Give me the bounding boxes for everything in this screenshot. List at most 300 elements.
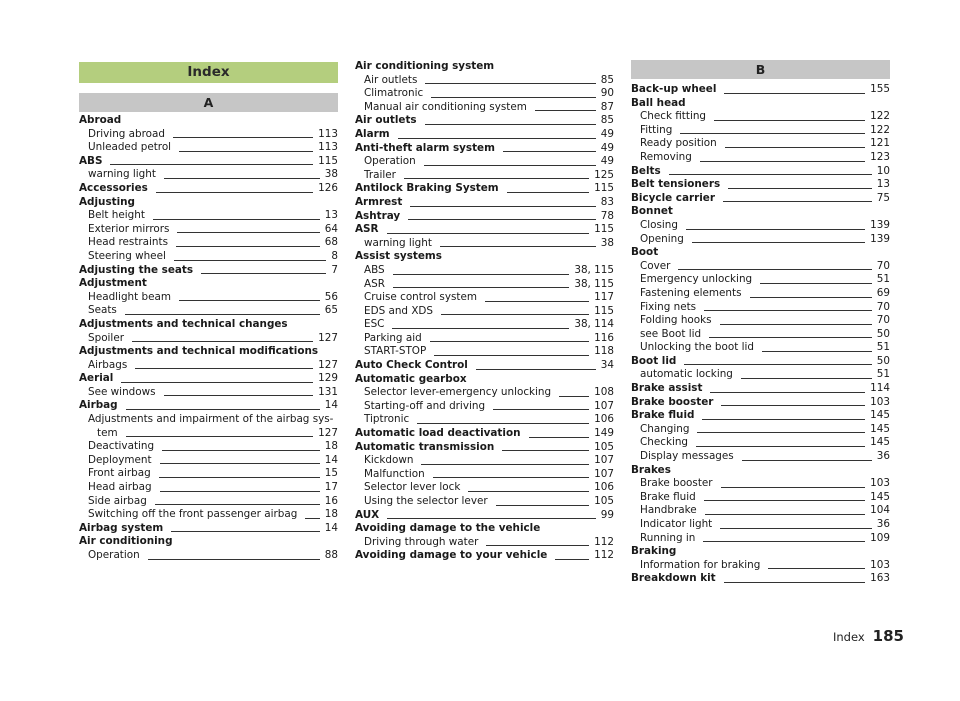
entry-page: 105 <box>594 495 614 507</box>
index-entry <box>355 264 614 278</box>
index-entry <box>631 273 890 287</box>
leader-line <box>441 314 589 315</box>
leader-line <box>160 463 320 464</box>
index-entry <box>631 260 890 274</box>
leader-line <box>684 364 871 365</box>
entry-label: EDS and XDS <box>364 304 434 317</box>
leader-line <box>709 337 872 338</box>
entry-page: 87 <box>600 100 614 113</box>
entry-page: 131 <box>318 385 338 398</box>
entry-label: Side airbag <box>88 494 147 507</box>
entry-page: 121 <box>870 137 890 150</box>
entry-page: 127 <box>318 331 338 344</box>
entry-page: 36 <box>876 450 890 463</box>
entry-page: 139 <box>870 218 890 231</box>
leader-line <box>171 531 320 532</box>
index-entry <box>355 413 614 427</box>
entry-page: 88 <box>324 549 338 561</box>
index-entry <box>79 522 338 536</box>
entry-page: 155 <box>870 83 890 95</box>
index-entry <box>355 250 614 264</box>
index-entry <box>631 477 890 491</box>
entry-label: Bicycle carrier <box>631 191 715 204</box>
index-entry <box>355 291 614 305</box>
index-entry <box>79 427 338 441</box>
index-entry <box>79 454 338 468</box>
entry-label: Belts <box>631 164 661 177</box>
index-entry <box>355 481 614 495</box>
leader-line <box>704 310 872 311</box>
leader-line <box>496 505 590 506</box>
entry-label: AUX <box>355 508 380 521</box>
leader-line <box>486 545 589 546</box>
index-entry <box>631 572 890 586</box>
index-entry <box>631 246 890 260</box>
entry-page: 109 <box>870 531 890 544</box>
leader-line <box>156 192 313 193</box>
index-entry <box>355 114 614 128</box>
leader-line <box>153 219 320 220</box>
entry-label: Trailer <box>364 168 396 181</box>
entry-label: Adjustments and impairment of the airbag sys- <box>88 413 334 426</box>
footer-label: Index <box>833 630 865 644</box>
index-entry <box>631 450 890 464</box>
index-entry <box>631 491 890 505</box>
entry-label: Checking <box>640 436 689 449</box>
entry-page: 125 <box>594 168 614 181</box>
entry-label: Assist systems <box>355 250 442 263</box>
index-entry <box>355 522 614 536</box>
entry-label: ESC <box>364 318 385 331</box>
index-entry <box>631 219 890 233</box>
entry-label: Exterior mirrors <box>88 222 170 235</box>
entry-page: 68 <box>324 236 338 249</box>
leader-line <box>728 188 872 189</box>
leader-line <box>669 174 872 175</box>
entry-label: Brake fluid <box>640 490 696 503</box>
entry-page: 115 <box>594 182 614 195</box>
entry-page: 115 <box>318 154 338 167</box>
index-entry <box>631 409 890 423</box>
entry-page: 69 <box>876 286 890 299</box>
leader-line <box>692 242 865 243</box>
entry-label: Boot <box>631 246 659 259</box>
leader-line <box>714 120 865 121</box>
entry-page: 145 <box>870 409 890 422</box>
entry-page: 112 <box>594 549 614 562</box>
leader-line <box>408 219 596 220</box>
index-entry <box>355 169 614 183</box>
leader-line <box>720 528 872 529</box>
entry-page: 70 <box>876 259 890 272</box>
leader-line <box>678 269 871 270</box>
leader-line <box>387 518 596 519</box>
entry-label: see Boot lid <box>640 327 702 340</box>
leader-line <box>702 419 865 420</box>
index-entry <box>355 359 614 373</box>
leader-line <box>725 147 865 148</box>
entry-page: 15 <box>324 467 338 480</box>
index-entry <box>355 74 614 88</box>
entry-label: tem <box>97 426 118 439</box>
entry-page: 145 <box>870 422 890 435</box>
entry-label: Brakes <box>631 463 671 476</box>
entry-label: Selector lever lock <box>364 481 461 494</box>
leader-line <box>164 178 320 179</box>
leader-line <box>507 192 590 193</box>
index-entry <box>631 532 890 546</box>
index-entry <box>631 423 890 437</box>
index-entry <box>355 182 614 196</box>
leader-line <box>404 178 589 179</box>
entry-page: 115 <box>594 223 614 236</box>
entry-page: 38, 115 <box>574 263 614 276</box>
leader-line <box>502 450 589 451</box>
leader-line <box>125 314 320 315</box>
entry-page: 163 <box>870 572 890 585</box>
index-entry <box>631 83 890 97</box>
entry-page: 70 <box>876 300 890 313</box>
entry-label: Alarm <box>355 127 390 140</box>
leader-line <box>705 514 866 515</box>
entry-page: 90 <box>600 87 614 100</box>
index-entry <box>79 250 338 264</box>
entry-label: Manual air conditioning system <box>364 100 527 113</box>
index-entry <box>355 142 614 156</box>
leader-line <box>126 436 314 437</box>
index-entry <box>355 400 614 414</box>
entry-label: Brake fluid <box>631 409 695 422</box>
leader-line <box>760 283 872 284</box>
entry-page: 127 <box>318 358 338 371</box>
entry-label: Fitting <box>640 123 673 136</box>
index-entry <box>355 60 614 74</box>
index-entry <box>79 508 338 522</box>
leader-line <box>476 369 596 370</box>
index-entry <box>79 291 338 305</box>
leader-line <box>164 395 314 396</box>
entry-page: 38 <box>600 236 614 249</box>
entry-label: Deployment <box>88 453 152 466</box>
index-entry <box>355 237 614 251</box>
index-entry <box>355 386 614 400</box>
leader-line <box>135 368 313 369</box>
entry-page: 139 <box>870 232 890 245</box>
entry-label: Brake booster <box>640 477 713 490</box>
leader-line <box>720 324 872 325</box>
leader-line <box>686 229 865 230</box>
index-entry <box>355 427 614 441</box>
entry-page: 51 <box>876 368 890 381</box>
index-entry <box>631 518 890 532</box>
entry-page: 49 <box>600 141 614 154</box>
leader-line <box>159 477 320 478</box>
leader-line <box>721 487 866 488</box>
index-entry <box>355 305 614 319</box>
entry-label: Brake assist <box>631 382 703 395</box>
index-entry <box>631 328 890 342</box>
leader-line <box>176 246 320 247</box>
entry-page: 18 <box>324 508 338 521</box>
leader-line <box>485 301 589 302</box>
entry-label: Auto Check Control <box>355 359 468 372</box>
entry-label: warning light <box>88 168 156 181</box>
entry-label: ASR <box>364 277 385 290</box>
index-entry <box>79 196 338 210</box>
entry-page: 114 <box>870 382 890 395</box>
index-entry <box>79 277 338 291</box>
leader-line <box>710 392 865 393</box>
entry-label: Belt tensioners <box>631 178 721 191</box>
index-entry <box>631 301 890 315</box>
index-entry <box>79 399 338 413</box>
entry-label: Removing <box>640 150 692 163</box>
index-entry <box>355 454 614 468</box>
entry-label: Ready position <box>640 137 717 150</box>
leader-line <box>724 582 866 583</box>
index-column-1 <box>79 62 338 563</box>
index-entry <box>631 151 890 165</box>
entry-label: warning light <box>364 236 432 249</box>
entry-list <box>79 114 338 563</box>
entry-label: Cruise control system <box>364 291 477 304</box>
entry-label: Airbags <box>88 358 128 371</box>
entry-label: Running in <box>640 531 696 544</box>
leader-line <box>559 396 589 397</box>
entry-label: Unleaded petrol <box>88 141 172 154</box>
entry-page: 106 <box>594 481 614 494</box>
leader-line <box>179 300 320 301</box>
leader-line <box>555 559 589 560</box>
entry-page: 14 <box>324 399 338 412</box>
entry-label: Breakdown kit <box>631 572 716 585</box>
leader-line <box>724 93 865 94</box>
index-entry <box>631 97 890 111</box>
leader-line <box>398 138 596 139</box>
leader-line <box>700 161 865 162</box>
entry-page: 99 <box>600 508 614 521</box>
leader-line <box>410 206 595 207</box>
entry-label: Tiptronic <box>364 413 410 426</box>
entry-page: 36 <box>876 518 890 530</box>
index-entry <box>79 481 338 495</box>
entry-label: Unlocking the boot lid <box>640 341 754 354</box>
index-entry <box>355 441 614 455</box>
entry-page: 113 <box>318 141 338 154</box>
index-entry <box>355 278 614 292</box>
entry-page: 122 <box>870 110 890 123</box>
entry-page: 123 <box>870 150 890 163</box>
entry-page: 13 <box>324 209 338 222</box>
leader-line <box>430 341 589 342</box>
index-entry <box>631 314 890 328</box>
entry-page: 103 <box>870 477 890 490</box>
index-entry <box>355 536 614 550</box>
entry-label: Driving through water <box>364 535 479 548</box>
index-entry <box>79 236 338 250</box>
leader-line <box>696 446 865 447</box>
entry-page: 17 <box>324 481 338 494</box>
leader-line <box>434 355 589 356</box>
entry-page: 78 <box>600 209 614 222</box>
entry-page: 75 <box>876 191 890 204</box>
entry-label: Automatic load deactivation <box>355 427 521 440</box>
entry-page: 113 <box>318 127 338 140</box>
leader-line <box>162 450 320 451</box>
leader-line <box>750 297 872 298</box>
index-entry <box>631 205 890 219</box>
letter-heading-b: B <box>631 60 890 79</box>
index-entry <box>631 192 890 206</box>
entry-label: Abroad <box>79 114 122 126</box>
index-banner: Index <box>79 62 338 83</box>
entry-label: START-STOP <box>364 345 427 358</box>
entry-label: Cover <box>640 259 671 272</box>
entry-label: Accessories <box>79 181 148 194</box>
leader-line <box>121 382 313 383</box>
index-entry <box>631 165 890 179</box>
index-entry <box>79 209 338 223</box>
entry-label: Adjusting the seats <box>79 263 194 276</box>
leader-line <box>305 518 319 519</box>
entry-label: Adjustments and technical modifications <box>79 345 319 358</box>
entry-label: Using the selector lever <box>364 495 488 507</box>
entry-label: Spoiler <box>88 331 124 344</box>
entry-label: Indicator light <box>640 518 713 530</box>
entry-label: Armrest <box>355 195 403 208</box>
leader-line <box>421 464 589 465</box>
entry-page: 49 <box>600 155 614 168</box>
entry-page: 107 <box>594 467 614 480</box>
entry-page: 49 <box>600 127 614 140</box>
entry-label: Kickdown <box>364 454 414 467</box>
index-entry <box>79 549 338 563</box>
leader-line <box>126 409 320 410</box>
index-entry <box>631 355 890 369</box>
index-entry <box>79 345 338 359</box>
index-entry <box>631 178 890 192</box>
entry-page: 14 <box>324 521 338 534</box>
entry-page: 103 <box>870 558 890 571</box>
index-entry <box>631 382 890 396</box>
entry-page: 83 <box>600 195 614 208</box>
entry-label: Belt height <box>88 209 145 222</box>
entry-page: 7 <box>331 263 338 276</box>
entry-page: 126 <box>318 181 338 194</box>
leader-line <box>493 409 589 410</box>
index-entry <box>355 128 614 142</box>
index-entry <box>631 464 890 478</box>
index-entry <box>631 436 890 450</box>
entry-page: 51 <box>876 341 890 354</box>
entry-label: Display messages <box>640 450 734 463</box>
index-entry <box>79 467 338 481</box>
entry-label: Airbag <box>79 399 118 412</box>
entry-label: Anti-theft alarm system <box>355 141 495 154</box>
entry-label: automatic locking <box>640 368 733 381</box>
leader-line <box>417 423 589 424</box>
leader-line <box>721 405 865 406</box>
entry-label: Handbrake <box>640 504 697 517</box>
index-entry <box>79 332 338 346</box>
index-entry <box>79 372 338 386</box>
index-entry <box>355 196 614 210</box>
leader-line <box>425 124 596 125</box>
entry-page: 117 <box>594 291 614 304</box>
leader-line <box>155 504 320 505</box>
leader-line <box>425 83 595 84</box>
page-footer <box>833 627 904 645</box>
index-entry <box>631 110 890 124</box>
leader-line <box>741 378 872 379</box>
entry-page: 18 <box>324 440 338 453</box>
entry-page: 51 <box>876 273 890 286</box>
entry-page: 85 <box>600 114 614 127</box>
leader-line <box>680 133 865 134</box>
index-entry <box>79 223 338 237</box>
entry-page: 103 <box>870 395 890 408</box>
leader-line <box>431 97 596 98</box>
entry-label: Opening <box>640 232 684 245</box>
entry-label: Steering wheel <box>88 249 166 262</box>
entry-page: 56 <box>324 290 338 303</box>
page-number: 185 <box>872 627 904 645</box>
entry-page: 115 <box>594 304 614 317</box>
leader-line <box>110 164 313 165</box>
index-entry <box>355 101 614 115</box>
entry-label: Avoiding damage to the vehicle <box>355 522 541 535</box>
entry-page: 108 <box>594 386 614 399</box>
entry-label: Back-up wheel <box>631 83 717 95</box>
index-entry <box>79 359 338 373</box>
leader-line <box>703 541 865 542</box>
entry-label: Ashtray <box>355 209 401 222</box>
entry-label: Head restraints <box>88 236 168 249</box>
letter-heading-a: A <box>79 93 338 112</box>
leader-line <box>387 233 590 234</box>
entry-label: Aerial <box>79 372 114 385</box>
entry-page: 122 <box>870 123 890 136</box>
index-entry <box>79 168 338 182</box>
entry-label: Head airbag <box>88 481 152 494</box>
entry-label: ABS <box>79 154 103 167</box>
entry-page: 38 <box>324 168 338 181</box>
index-entry <box>631 545 890 559</box>
entry-page: 65 <box>324 304 338 317</box>
entry-page: 106 <box>594 413 614 426</box>
entry-label: Braking <box>631 545 677 558</box>
leader-line <box>393 274 570 275</box>
leader-line <box>762 351 872 352</box>
entry-label: Deactivating <box>88 440 155 453</box>
entry-label: Automatic gearbox <box>355 372 467 385</box>
index-entry <box>79 182 338 196</box>
entry-label: Switching off the front passenger airbag <box>88 508 298 521</box>
index-entry <box>355 87 614 101</box>
entry-label: Folding hooks <box>640 314 712 327</box>
index-entry <box>631 396 890 410</box>
leader-line <box>768 568 865 569</box>
entry-page: 116 <box>594 331 614 344</box>
entry-page: 14 <box>324 453 338 466</box>
entry-page: 107 <box>594 399 614 412</box>
entry-page: 70 <box>876 314 890 327</box>
index-entry <box>355 373 614 387</box>
entry-page: 64 <box>324 222 338 235</box>
entry-label: Emergency unlocking <box>640 273 753 286</box>
entry-label: Malfunction <box>364 467 425 480</box>
entry-label: Fastening elements <box>640 286 742 299</box>
